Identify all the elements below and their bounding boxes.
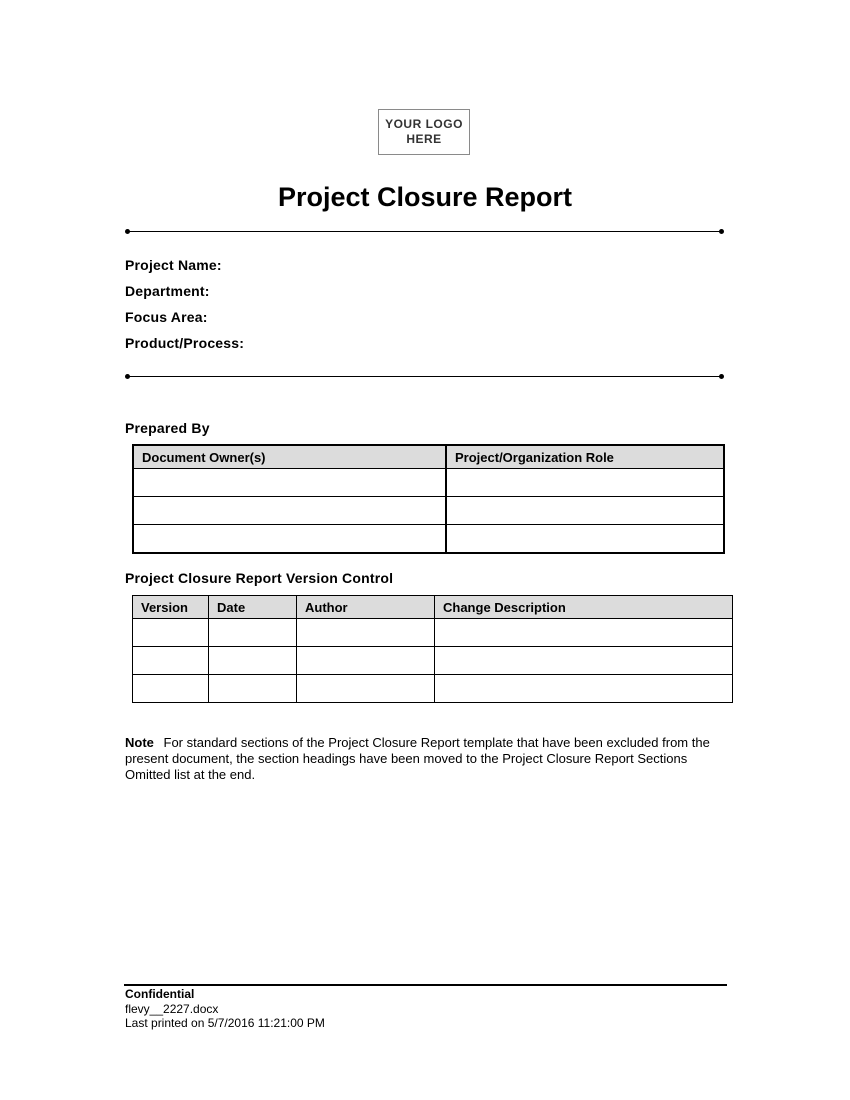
version-control-heading: Project Closure Report Version Control (125, 570, 394, 586)
table-cell[interactable] (133, 619, 209, 647)
page-title: Project Closure Report (277, 182, 573, 212)
col-change-description: Change Description (435, 596, 733, 619)
logo-line-1: YOUR LOGO (385, 117, 463, 131)
footer-divider (124, 984, 727, 986)
table-cell[interactable] (133, 469, 446, 497)
table-header-row (133, 596, 733, 619)
table-cell[interactable] (133, 525, 446, 554)
col-author: Author (297, 596, 435, 619)
table-cell[interactable] (435, 675, 733, 703)
field-department[interactable]: Department: (125, 283, 210, 299)
footer (125, 987, 325, 1031)
table-cell[interactable] (133, 497, 446, 525)
prepared-by-heading: Prepared By (125, 420, 210, 436)
field-project-name[interactable]: Project Name: (125, 257, 222, 273)
table-cell[interactable] (133, 675, 209, 703)
col-organization-role: Project/Organization Role (446, 445, 724, 469)
table-cell[interactable] (446, 469, 724, 497)
col-date: Date (209, 596, 297, 619)
table-cell[interactable] (446, 525, 724, 554)
table-row (133, 619, 733, 647)
note-label: Note (125, 735, 154, 750)
footer-filename: flevy__2227.docx (125, 1001, 219, 1016)
logo-line-2: HERE (406, 132, 442, 146)
project-info-fields (125, 256, 244, 360)
table-cell[interactable] (209, 675, 297, 703)
table-row (133, 525, 724, 554)
note-text: For standard sections of the Project Closure Report template that have been excluded from the present document, the section headings have been moved to the Project Closure Report Sections Omitted list at the end. (125, 735, 710, 782)
bottom-divider (127, 376, 722, 377)
table-cell[interactable] (297, 675, 435, 703)
col-version: Version (133, 596, 209, 619)
field-focus-area[interactable]: Focus Area: (125, 309, 208, 325)
note-paragraph (125, 735, 735, 783)
table-cell[interactable] (133, 647, 209, 675)
table-cell[interactable] (209, 647, 297, 675)
footer-printed-date: Last printed on 5/7/2016 11:21:00 PM (125, 1016, 325, 1030)
table-cell[interactable] (209, 619, 297, 647)
table-cell[interactable] (297, 619, 435, 647)
table-row (133, 497, 724, 525)
version-control-table (132, 595, 733, 703)
top-divider (127, 231, 722, 232)
table-row (133, 647, 733, 675)
table-cell[interactable] (446, 497, 724, 525)
table-row (133, 469, 724, 497)
prepared-by-table (132, 444, 725, 554)
table-cell[interactable] (297, 647, 435, 675)
footer-confidential: Confidential (125, 987, 195, 1001)
field-product-process[interactable]: Product/Process: (125, 335, 245, 351)
table-row (133, 675, 733, 703)
table-cell[interactable] (435, 647, 733, 675)
table-cell[interactable] (435, 619, 733, 647)
logo-placeholder (378, 109, 470, 155)
col-document-owner: Document Owner(s) (133, 445, 446, 469)
table-header-row (133, 445, 724, 469)
